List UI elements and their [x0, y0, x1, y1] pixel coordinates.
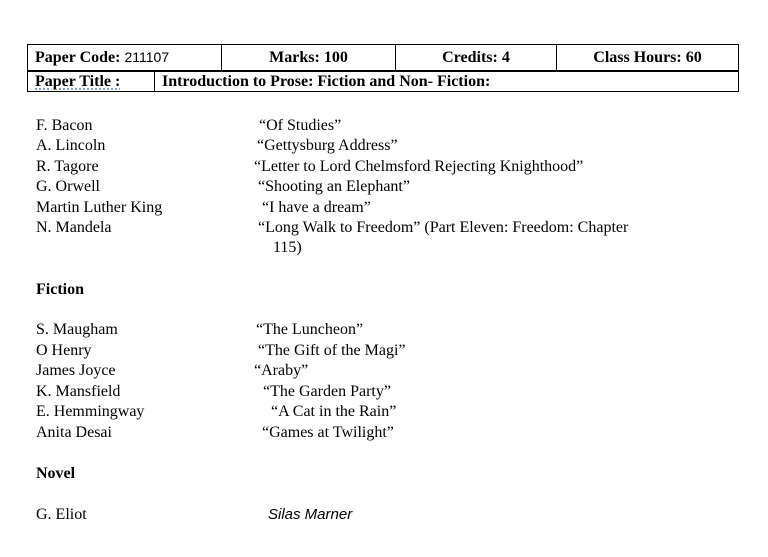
author-name: S. Maugham [36, 321, 118, 338]
author-name: E. Hemmingway [36, 403, 145, 420]
work-title: “The Luncheon” [256, 321, 364, 338]
work-title: “The Gift of the Magi” [258, 342, 406, 359]
marks-cell: Marks: 100 [222, 45, 396, 71]
paper-title-label: Paper Title : [35, 73, 121, 90]
author-name: K. Mansfield [36, 383, 121, 400]
work-title-continued: 115) [273, 239, 302, 256]
list-item [36, 198, 736, 218]
paper-code-label: Paper Code: [35, 49, 121, 66]
paper-code-cell [28, 45, 222, 71]
list-item [36, 505, 736, 525]
list-item [36, 320, 736, 340]
header-row-1 [27, 44, 739, 71]
work-title: “Long Walk to Freedom” (Part Eleven: Freedom: Chapter [258, 219, 629, 236]
work-title: “I have a dream” [262, 199, 371, 216]
work-title: “Letter to Lord Chelmsford Rejecting Knighthood” [254, 158, 584, 175]
work-title: “Games at Twilight” [262, 424, 394, 441]
list-item [36, 423, 736, 443]
class-hours-cell: Class Hours: 60 [557, 45, 739, 71]
header-row-2 [27, 71, 739, 92]
list-item [36, 136, 736, 156]
list-item [36, 218, 736, 260]
work-title: Silas Marner [268, 506, 353, 523]
credits-cell: Credits: 4 [396, 45, 557, 71]
list-item [36, 402, 736, 422]
author-name: F. Bacon [36, 117, 93, 134]
author-name: R. Tagore [36, 158, 99, 175]
section-heading-novel: Novel [36, 465, 76, 482]
author-name: N. Mandela [36, 219, 112, 236]
author-name: James Joyce [36, 362, 116, 379]
work-title: “Gettysburg Address” [257, 137, 398, 154]
list-item [36, 116, 736, 136]
author-name: A. Lincoln [36, 137, 106, 154]
author-name: Anita Desai [36, 424, 112, 441]
list-item [36, 341, 736, 361]
section-heading-fiction: Fiction [36, 281, 84, 298]
list-item [36, 361, 736, 381]
paper-title-value: Introduction to Prose: Fiction and Non- Fiction: [155, 72, 739, 92]
work-title: “Shooting an Elephant” [258, 178, 410, 195]
work-title: “A Cat in the Rain” [271, 403, 397, 420]
paper-code-value: 211107 [124, 49, 170, 65]
list-item [36, 177, 736, 197]
work-title: “Araby” [254, 362, 309, 379]
author-name: G. Orwell [36, 178, 100, 195]
author-name: G. Eliot [36, 506, 87, 523]
author-name: Martin Luther King [36, 199, 163, 216]
paper-title-label-cell [28, 72, 155, 92]
list-item [36, 157, 736, 177]
list-item [36, 382, 736, 402]
work-title: “Of Studies” [259, 117, 342, 134]
author-name: O Henry [36, 342, 92, 359]
work-title: “The Garden Party” [263, 383, 391, 400]
